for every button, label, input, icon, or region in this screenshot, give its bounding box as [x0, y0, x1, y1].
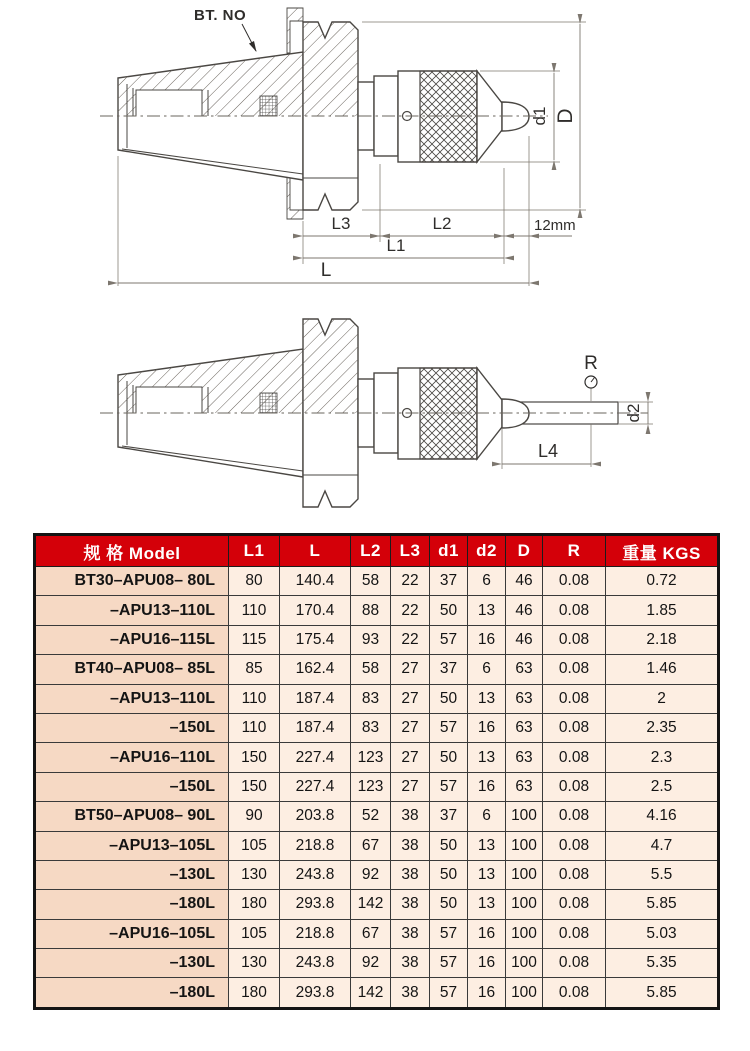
value-cell: 50	[430, 684, 468, 713]
value-cell: 180	[229, 890, 280, 919]
column-header: 规 格 Model	[35, 535, 229, 567]
table-row	[35, 831, 719, 860]
value-cell: 4.7	[606, 831, 719, 860]
value-cell: 0.08	[543, 567, 606, 596]
value-cell: 100	[506, 978, 543, 1008]
value-cell: 0.72	[606, 567, 719, 596]
value-cell: 50	[430, 860, 468, 889]
value-cell: 92	[351, 860, 391, 889]
value-cell: 227.4	[280, 772, 351, 801]
value-cell: 4.16	[606, 802, 719, 831]
value-cell: 13	[468, 890, 506, 919]
value-cell: 13	[468, 596, 506, 625]
value-cell: 67	[351, 919, 391, 948]
column-header: D	[506, 535, 543, 567]
value-cell: 5.85	[606, 978, 719, 1008]
dim-R: R	[584, 353, 598, 374]
model-cell: BT30–APU08– 80L	[35, 567, 229, 596]
value-cell: 22	[391, 625, 430, 654]
column-header: L1	[229, 535, 280, 567]
value-cell: 2	[606, 684, 719, 713]
dial-indicator-icon	[585, 376, 597, 388]
value-cell: 110	[229, 596, 280, 625]
spindle-wall-upper	[287, 8, 303, 53]
value-cell: 22	[391, 567, 430, 596]
value-cell: 57	[430, 949, 468, 978]
value-cell: 37	[430, 802, 468, 831]
value-cell: 46	[506, 596, 543, 625]
table-row	[35, 919, 719, 948]
value-cell: 13	[468, 684, 506, 713]
value-cell: 6	[468, 655, 506, 684]
dim-L4: L4	[537, 441, 559, 461]
value-cell: 13	[468, 743, 506, 772]
spec-table	[33, 533, 720, 1010]
value-cell: 150	[229, 743, 280, 772]
value-cell: 2.35	[606, 713, 719, 742]
value-cell: 13	[468, 860, 506, 889]
value-cell: 123	[351, 743, 391, 772]
value-cell: 0.08	[543, 802, 606, 831]
model-cell: –APU16–110L	[35, 743, 229, 772]
value-cell: 218.8	[280, 919, 351, 948]
table-row	[35, 567, 719, 596]
value-cell: 93	[351, 625, 391, 654]
model-cell: –150L	[35, 713, 229, 742]
column-header: d1	[430, 535, 468, 567]
value-cell: 46	[506, 567, 543, 596]
spec-table-section	[33, 533, 717, 1010]
model-cell: –APU13–110L	[35, 596, 229, 625]
value-cell: 6	[468, 567, 506, 596]
value-cell: 57	[430, 625, 468, 654]
model-cell: BT50–APU08– 90L	[35, 802, 229, 831]
value-cell: 100	[506, 890, 543, 919]
value-cell: 16	[468, 625, 506, 654]
value-cell: 38	[391, 860, 430, 889]
value-cell: 110	[229, 684, 280, 713]
value-cell: 90	[229, 802, 280, 831]
header-row	[35, 535, 719, 567]
table-row	[35, 802, 719, 831]
value-cell: 57	[430, 713, 468, 742]
value-cell: 105	[229, 831, 280, 860]
value-cell: 170.4	[280, 596, 351, 625]
column-header: L3	[391, 535, 430, 567]
value-cell: 162.4	[280, 655, 351, 684]
value-cell: 50	[430, 743, 468, 772]
value-cell: 57	[430, 919, 468, 948]
value-cell: 1.85	[606, 596, 719, 625]
value-cell: 57	[430, 978, 468, 1008]
bottom-view	[100, 319, 653, 507]
value-cell: 2.18	[606, 625, 719, 654]
value-cell: 0.08	[543, 684, 606, 713]
spindle-wall-lower	[287, 177, 303, 219]
value-cell: 140.4	[280, 567, 351, 596]
value-cell: 243.8	[280, 949, 351, 978]
value-cell: 227.4	[280, 743, 351, 772]
model-cell: –180L	[35, 978, 229, 1008]
top-view	[100, 7, 586, 286]
table-row	[35, 596, 719, 625]
value-cell: 0.08	[543, 890, 606, 919]
table-row	[35, 949, 719, 978]
value-cell: 83	[351, 713, 391, 742]
table-row	[35, 684, 719, 713]
value-cell: 16	[468, 919, 506, 948]
value-cell: 2.5	[606, 772, 719, 801]
value-cell: 100	[506, 860, 543, 889]
callout-leader	[242, 24, 256, 51]
value-cell: 63	[506, 743, 543, 772]
value-cell: 38	[391, 890, 430, 919]
value-cell: 5.5	[606, 860, 719, 889]
value-cell: 16	[468, 978, 506, 1008]
value-cell: 27	[391, 684, 430, 713]
value-cell: 0.08	[543, 596, 606, 625]
column-header: L	[280, 535, 351, 567]
model-cell: –APU16–105L	[35, 919, 229, 948]
value-cell: 22	[391, 596, 430, 625]
bt-no-callout: BT. NO	[194, 7, 247, 24]
value-cell: 37	[430, 655, 468, 684]
value-cell: 80	[229, 567, 280, 596]
table-row	[35, 978, 719, 1008]
value-cell: 63	[506, 713, 543, 742]
table-row	[35, 772, 719, 801]
value-cell: 100	[506, 949, 543, 978]
value-cell: 100	[506, 919, 543, 948]
value-cell: 105	[229, 919, 280, 948]
table-row	[35, 713, 719, 742]
column-header: R	[543, 535, 606, 567]
value-cell: 27	[391, 743, 430, 772]
value-cell: 67	[351, 831, 391, 860]
value-cell: 180	[229, 978, 280, 1008]
value-cell: 243.8	[280, 860, 351, 889]
value-cell: 0.08	[543, 743, 606, 772]
value-cell: 187.4	[280, 713, 351, 742]
value-cell: 5.03	[606, 919, 719, 948]
model-cell: –130L	[35, 949, 229, 978]
value-cell: 27	[391, 772, 430, 801]
value-cell: 5.35	[606, 949, 719, 978]
value-cell: 38	[391, 949, 430, 978]
model-cell: –APU13–110L	[35, 684, 229, 713]
value-cell: 50	[430, 831, 468, 860]
value-cell: 115	[229, 625, 280, 654]
value-cell: 0.08	[543, 655, 606, 684]
value-cell: 0.08	[543, 625, 606, 654]
value-cell: 0.08	[543, 919, 606, 948]
dim-L2: L2	[432, 214, 452, 233]
table-row	[35, 625, 719, 654]
value-cell: 123	[351, 772, 391, 801]
value-cell: 0.08	[543, 860, 606, 889]
value-cell: 88	[351, 596, 391, 625]
value-cell: 100	[506, 831, 543, 860]
value-cell: 175.4	[280, 625, 351, 654]
value-cell: 0.08	[543, 772, 606, 801]
dim-d1: d1	[530, 106, 549, 126]
value-cell: 5.85	[606, 890, 719, 919]
table-row	[35, 860, 719, 889]
value-cell: 63	[506, 655, 543, 684]
value-cell: 0.08	[543, 978, 606, 1008]
value-cell: 2.3	[606, 743, 719, 772]
value-cell: 16	[468, 713, 506, 742]
model-cell: –180L	[35, 890, 229, 919]
value-cell: 130	[229, 949, 280, 978]
value-cell: 150	[229, 772, 280, 801]
model-cell: –130L	[35, 860, 229, 889]
value-cell: 58	[351, 567, 391, 596]
table-row	[35, 890, 719, 919]
column-header: d2	[468, 535, 506, 567]
value-cell: 0.08	[543, 831, 606, 860]
value-cell: 85	[229, 655, 280, 684]
value-cell: 63	[506, 772, 543, 801]
value-cell: 100	[506, 802, 543, 831]
value-cell: 203.8	[280, 802, 351, 831]
value-cell: 0.08	[543, 949, 606, 978]
value-cell: 38	[391, 919, 430, 948]
model-cell: –APU13–105L	[35, 831, 229, 860]
dim-D: D	[554, 108, 577, 124]
value-cell: 63	[506, 684, 543, 713]
value-cell: 92	[351, 949, 391, 978]
value-cell: 218.8	[280, 831, 351, 860]
value-cell: 142	[351, 978, 391, 1008]
model-cell: –APU16–115L	[35, 625, 229, 654]
value-cell: 0.08	[543, 713, 606, 742]
value-cell: 1.46	[606, 655, 719, 684]
value-cell: 142	[351, 890, 391, 919]
model-cell: BT40–APU08– 85L	[35, 655, 229, 684]
value-cell: 57	[430, 772, 468, 801]
model-cell: –150L	[35, 772, 229, 801]
dim-L3: L3	[331, 214, 351, 233]
table-row	[35, 655, 719, 684]
value-cell: 16	[468, 949, 506, 978]
value-cell: 6	[468, 802, 506, 831]
column-header: L2	[351, 535, 391, 567]
value-cell: 38	[391, 831, 430, 860]
value-cell: 38	[391, 802, 430, 831]
value-cell: 293.8	[280, 978, 351, 1008]
value-cell: 27	[391, 713, 430, 742]
dim-d2: d2	[624, 403, 643, 423]
value-cell: 83	[351, 684, 391, 713]
value-cell: 52	[351, 802, 391, 831]
value-cell: 130	[229, 860, 280, 889]
dim-L1: L1	[386, 236, 406, 255]
value-cell: 50	[430, 596, 468, 625]
column-header: 重量 KGS	[606, 535, 719, 567]
value-cell: 46	[506, 625, 543, 654]
dim-L: L	[320, 260, 332, 281]
value-cell: 50	[430, 890, 468, 919]
value-cell: 27	[391, 655, 430, 684]
value-cell: 293.8	[280, 890, 351, 919]
dim-12mm: 12mm	[534, 217, 576, 234]
value-cell: 37	[430, 567, 468, 596]
value-cell: 13	[468, 831, 506, 860]
value-cell: 187.4	[280, 684, 351, 713]
value-cell: 58	[351, 655, 391, 684]
value-cell: 38	[391, 978, 430, 1008]
table-row	[35, 743, 719, 772]
value-cell: 110	[229, 713, 280, 742]
value-cell: 16	[468, 772, 506, 801]
